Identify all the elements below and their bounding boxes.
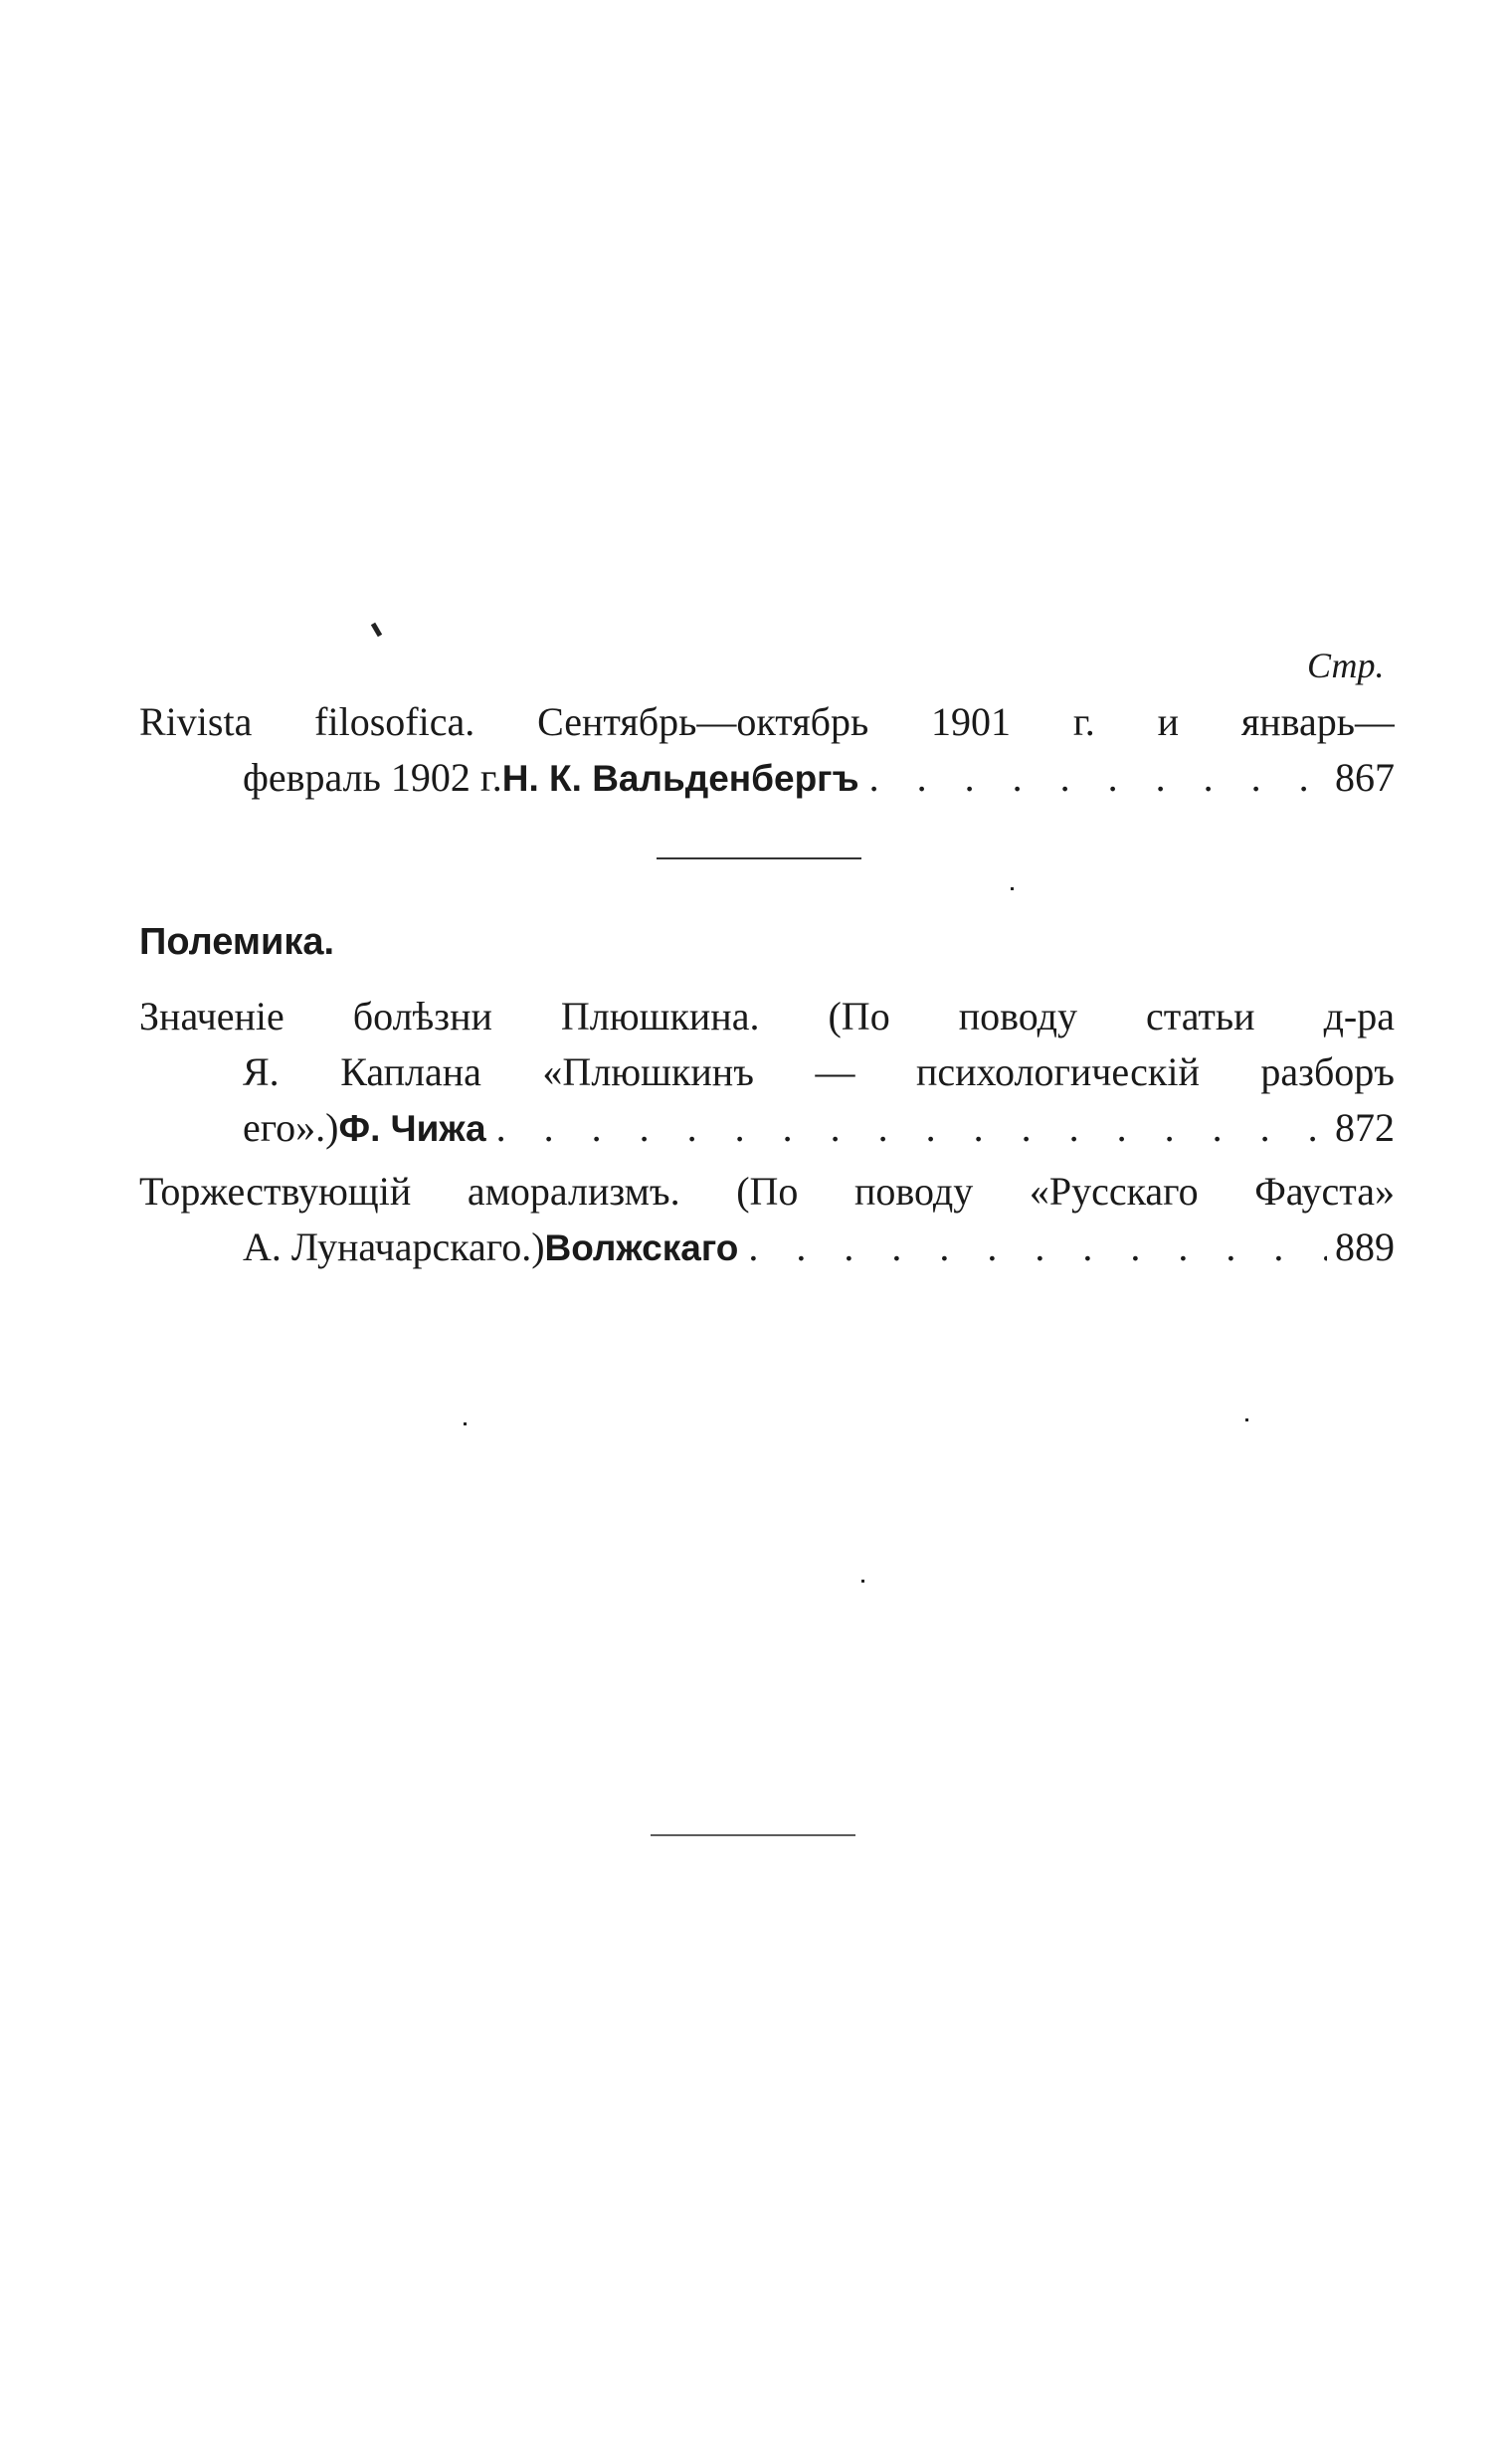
toc-entry-title: Значеніе болѣзни Плюшкина. (По поводу статьи д-ра [139,994,1395,1038]
toc-entry-page: 872 [1335,1105,1395,1150]
toc-entry-line [139,750,1395,806]
toc-entry-page: 867 [1335,755,1395,800]
toc-entry [139,989,1395,1156]
section-heading: Полемика. [139,921,335,963]
toc-entry-author: Волжскаго [544,1227,739,1268]
ink-speck [1011,887,1014,890]
toc-entry-title-cont: февраль 1902 г. [243,755,502,800]
toc-entry [139,1164,1395,1275]
dot-leader [869,750,1327,806]
toc-entry-title: Торжествующій аморализмъ. (По поводу «Русскаго Фауста» [139,1169,1395,1214]
toc-entry-title-cont: его».) [243,1105,339,1150]
ink-speck [1245,1418,1248,1421]
dot-leader [496,1100,1327,1156]
ink-speck [464,1422,467,1425]
page-column-label: Стр. [1307,646,1385,685]
ink-speck [861,1580,864,1583]
toc-entry-line [139,1220,1395,1275]
toc-entry-title: Rivista filosofica. Сентябрь—октябрь 1901 г. и январь— [139,699,1395,744]
toc-entry-page: 889 [1335,1224,1395,1269]
toc-entry-author: Ф. Чижа [338,1108,486,1149]
toc-entry-title-cont: Я. Каплана «Плюшкинъ — психологическій разборъ [243,1049,1395,1094]
toc-entry-title-cont: А. Луначарскаго.) [243,1224,545,1269]
end-divider [651,1834,855,1836]
ink-speck [371,623,382,638]
dot-leader [748,1220,1327,1275]
toc-entry-line [139,1100,1395,1156]
toc-entry [139,694,1395,806]
section-divider [657,857,861,859]
toc-entry-author: Н. К. Вальденбергъ [501,758,859,799]
